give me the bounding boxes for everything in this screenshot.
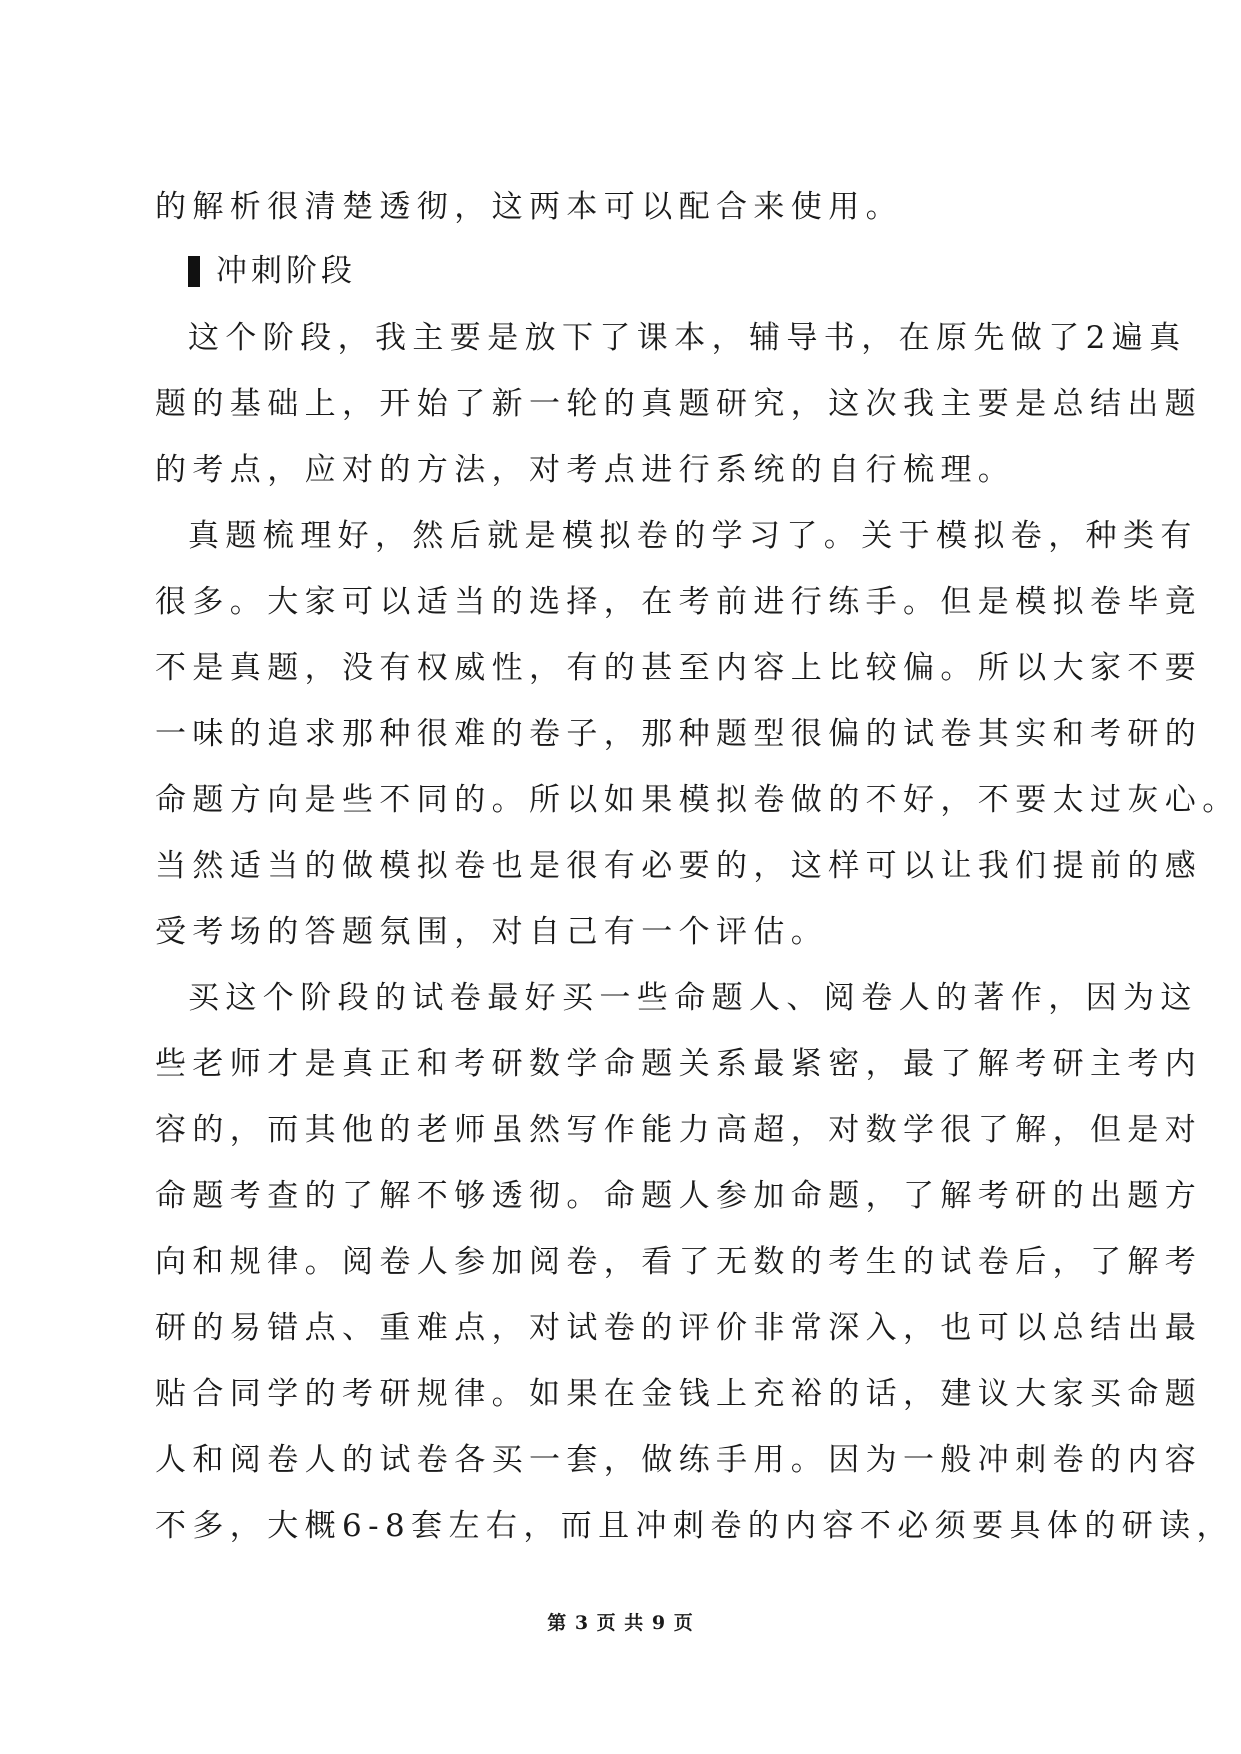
paragraph-line: 一味的追求那种很难的卷子，那种题型很偏的试卷其实和考研的 bbox=[155, 716, 1203, 752]
paragraph-line: 当然适当的做模拟卷也是很有必要的，这样可以让我们提前的感 bbox=[155, 848, 1203, 884]
paragraph-line: 不是真题，没有权威性，有的甚至内容上比较偏。所以大家不要 bbox=[155, 650, 1203, 686]
paragraph-line: 贴合同学的考研规律。如果在金钱上充裕的话，建议大家买命题 bbox=[155, 1376, 1203, 1412]
heading-bar-icon bbox=[188, 256, 200, 287]
paragraph-line: 的考点，应对的方法，对考点进行系统的自行梳理。 bbox=[155, 452, 1016, 488]
paragraph-line: 这个阶段，我主要是放下了课本，辅导书，在原先做了2遍真 bbox=[188, 320, 1187, 356]
paragraph-line: 买这个阶段的试卷最好买一些命题人、阅卷人的著作，因为这 bbox=[188, 980, 1198, 1016]
paragraph-line: 人和阅卷人的试卷各买一套，做练手用。因为一般冲刺卷的内容 bbox=[155, 1442, 1203, 1478]
paragraph-line: 受考场的答题氛围，对自己有一个评估。 bbox=[155, 914, 829, 950]
paragraph-line: 研的易错点、重难点，对试卷的评价非常深入，也可以总结出最 bbox=[155, 1310, 1203, 1346]
paragraph-line: 题的基础上，开始了新一轮的真题研究，这次我主要是总结出题 bbox=[155, 386, 1203, 422]
paragraph-line: 容的，而其他的老师虽然写作能力高超，对数学很了解，但是对 bbox=[155, 1112, 1203, 1148]
paragraph-line: 些老师才是真正和考研数学命题关系最紧密，最了解考研主考内 bbox=[155, 1046, 1203, 1082]
paragraph-line: 不多，大概6-8套左右，而且冲刺卷的内容不必须要具体的研读， bbox=[155, 1508, 1234, 1544]
paragraph-line: 命题方向是些不同的。所以如果模拟卷做的不好，不要太过灰心。 bbox=[155, 782, 1240, 818]
paragraph-line: 真题梳理好，然后就是模拟卷的学习了。关于模拟卷，种类有 bbox=[188, 518, 1198, 554]
paragraph-line: 的解析很清楚透彻，这两本可以配合来使用。 bbox=[155, 189, 903, 225]
paragraph-line: 很多。大家可以适当的选择，在考前进行练手。但是模拟卷毕竟 bbox=[155, 584, 1203, 620]
section-heading bbox=[188, 251, 356, 291]
section-heading-text: 冲刺阶段 bbox=[216, 253, 356, 289]
page-footer: 第 3 页 共 9 页 bbox=[547, 1612, 694, 1634]
paragraph-line: 向和规律。阅卷人参加阅卷，看了无数的考生的试卷后，了解考 bbox=[155, 1244, 1203, 1280]
paragraph-line: 命题考查的了解不够透彻。命题人参加命题，了解考研的出题方 bbox=[155, 1178, 1203, 1214]
